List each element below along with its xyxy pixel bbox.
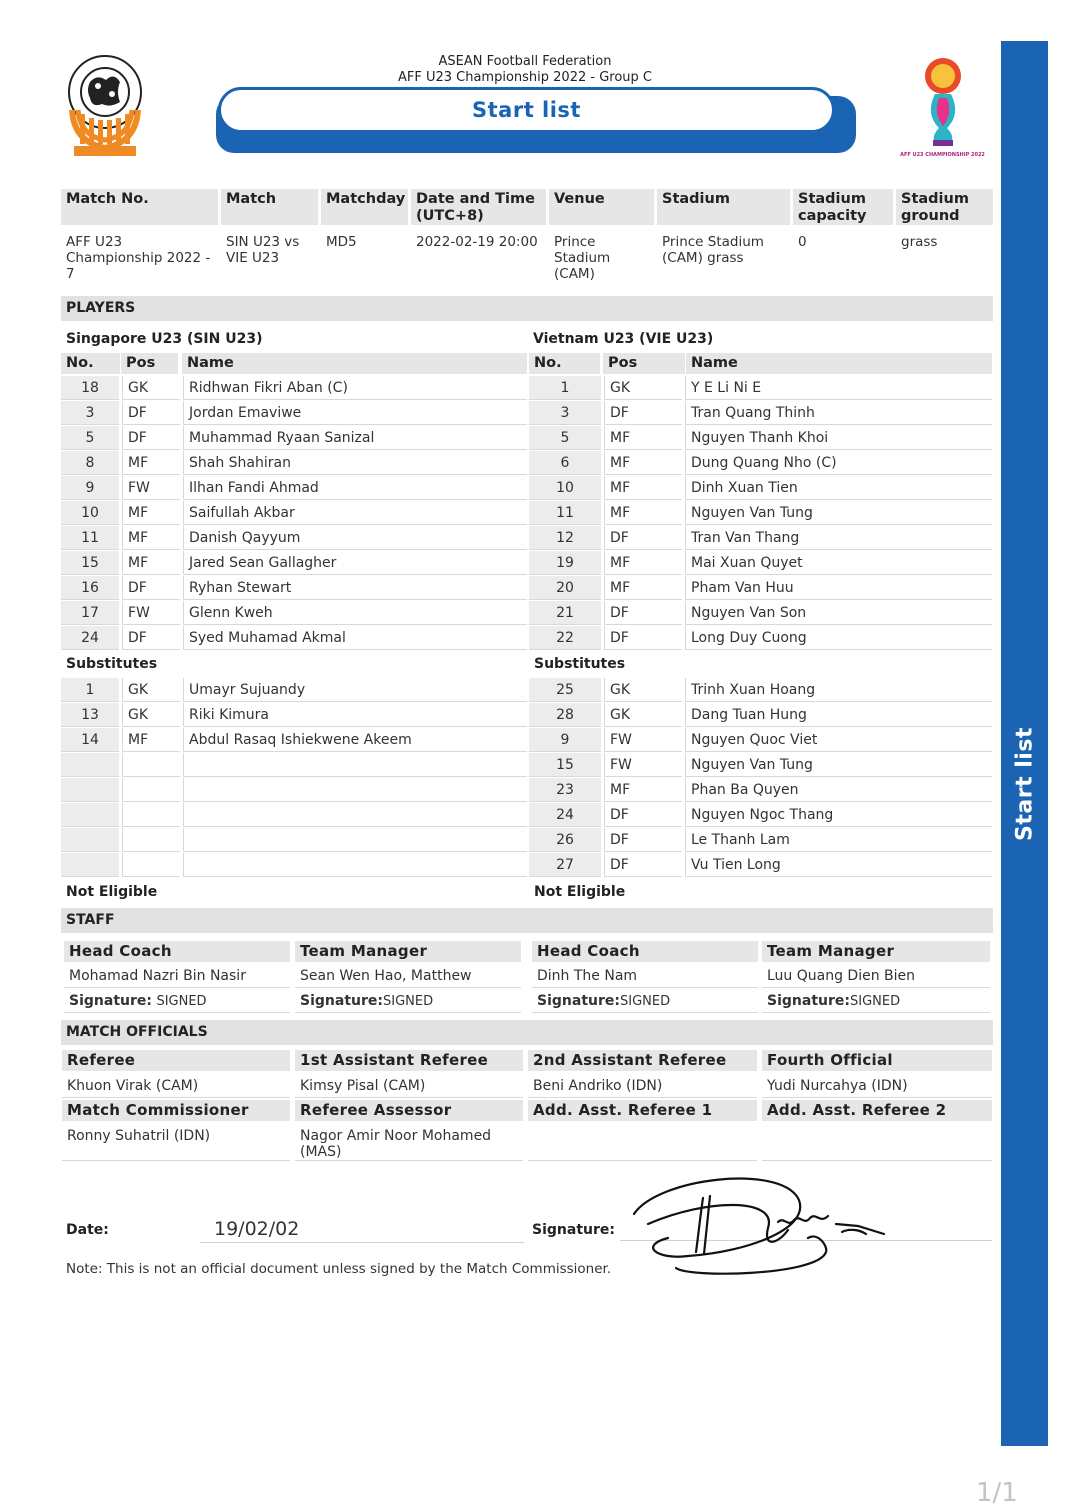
- player-row: [61, 803, 527, 827]
- player-row: [529, 703, 992, 727]
- date-underline: [200, 1242, 524, 1243]
- player-position: DF: [604, 803, 682, 827]
- official-role-header: 2nd Assistant Referee: [528, 1050, 757, 1071]
- player-name: Umayr Sujuandy: [183, 678, 527, 702]
- player-row: [529, 626, 992, 650]
- player-number: 10: [61, 501, 119, 525]
- player-name: Dang Tuan Hung: [685, 703, 992, 727]
- player-row: [529, 376, 992, 400]
- player-row: [61, 426, 527, 450]
- player-number: 11: [529, 501, 601, 525]
- player-position: DF: [122, 626, 180, 650]
- player-col-header-pos: Pos: [603, 353, 685, 374]
- away-coach-signature: [532, 989, 758, 1013]
- player-number: 1: [61, 678, 119, 702]
- match-info-value: grass: [901, 234, 938, 250]
- official-name: [528, 1124, 757, 1161]
- signature-label: Signature:: [537, 993, 620, 1009]
- match-info-header: Stadium capacity: [793, 189, 893, 225]
- match-info-value: Prince Stadium (CAM) grass: [662, 234, 764, 266]
- commissioner-signature-image: [628, 1168, 898, 1280]
- player-name: Abdul Rasaq Ishiekwene Akeem: [183, 728, 527, 752]
- signature-label: Signature:: [69, 993, 152, 1009]
- match-info-header: Match: [221, 189, 318, 225]
- player-number: [61, 753, 119, 777]
- player-name: [183, 803, 527, 827]
- player-row: [529, 753, 992, 777]
- player-number: 5: [61, 426, 119, 450]
- match-info-value: AFF U23 Championship 2022 - 7: [66, 234, 211, 282]
- player-row: [61, 778, 527, 802]
- player-row: [529, 601, 992, 625]
- player-number: 1: [529, 376, 601, 400]
- match-info-header: Match No.: [61, 189, 218, 225]
- player-position: DF: [604, 526, 682, 550]
- player-name: [183, 828, 527, 852]
- player-row: [61, 626, 527, 650]
- player-number: 12: [529, 526, 601, 550]
- player-col-header-name: Name: [182, 353, 527, 374]
- signature-label: Signature:: [300, 993, 383, 1009]
- player-row: [61, 601, 527, 625]
- player-name: Y E Li Ni E: [685, 376, 992, 400]
- away-team-manager-header: Team Manager: [762, 941, 990, 962]
- player-row: [529, 451, 992, 475]
- player-name: Syed Muhamad Akmal: [183, 626, 527, 650]
- player-name: Nguyen Thanh Khoi: [685, 426, 992, 450]
- home-manager-signature: [295, 989, 521, 1013]
- officials-label: MATCH OFFICIALS: [66, 1024, 208, 1040]
- player-row: [61, 476, 527, 500]
- player-name: Vu Tien Long: [685, 853, 992, 877]
- officials-section-bar: [61, 1020, 993, 1045]
- match-info-value: SIN U23 vs VIE U23: [226, 234, 300, 266]
- match-info-value: MD5: [326, 234, 357, 250]
- player-number: 19: [529, 551, 601, 575]
- player-row: [61, 526, 527, 550]
- player-position: DF: [122, 401, 180, 425]
- signature-status: SIGNED: [156, 994, 207, 1009]
- player-position: [122, 803, 180, 827]
- player-number: 9: [529, 728, 601, 752]
- player-col-header-no: No.: [529, 353, 600, 374]
- player-row: [529, 728, 992, 752]
- player-number: [61, 803, 119, 827]
- disclaimer-note: Note: This is not an official document unless signed by the Match Commissioner.: [66, 1261, 612, 1277]
- player-name: Tran Quang Thinh: [685, 401, 992, 425]
- player-position: MF: [122, 728, 180, 752]
- player-name: Nguyen Van Son: [685, 601, 992, 625]
- signature-status: SIGNED: [619, 994, 671, 1009]
- signature-status: SIGNED: [382, 994, 434, 1009]
- away-substitutes-label: Substitutes: [534, 656, 626, 672]
- player-name: [183, 778, 527, 802]
- player-row: [61, 576, 527, 600]
- player-position: GK: [604, 376, 682, 400]
- player-name: Dung Quang Nho (C): [685, 451, 992, 475]
- player-position: DF: [604, 401, 682, 425]
- away-manager-signature: [762, 989, 990, 1013]
- player-row: [61, 376, 527, 400]
- player-row: [61, 401, 527, 425]
- official-role-header: Add. Asst. Referee 1: [528, 1100, 757, 1121]
- player-number: 21: [529, 601, 601, 625]
- federation-name: ASEAN Football Federation: [438, 54, 612, 69]
- home-not-eligible-label: Not Eligible: [66, 884, 158, 900]
- away-not-eligible-label: Not Eligible: [534, 884, 626, 900]
- official-name: Ronny Suhatril (IDN): [62, 1124, 290, 1161]
- player-row: [61, 853, 527, 877]
- signature-label: Signature:: [767, 993, 850, 1009]
- signature-label: Signature:: [532, 1222, 615, 1238]
- player-row: [529, 551, 992, 575]
- player-position: MF: [122, 501, 180, 525]
- official-role-header: 1st Assistant Referee: [295, 1050, 523, 1071]
- player-name: Phan Ba Quyen: [685, 778, 992, 802]
- player-name: Ryhan Stewart: [183, 576, 527, 600]
- player-position: MF: [604, 501, 682, 525]
- player-position: FW: [604, 753, 682, 777]
- player-number: [61, 828, 119, 852]
- player-row: [61, 753, 527, 777]
- player-row: [529, 778, 992, 802]
- player-number: 11: [61, 526, 119, 550]
- player-position: MF: [122, 551, 180, 575]
- player-position: MF: [604, 476, 682, 500]
- player-row: [529, 803, 992, 827]
- player-row: [529, 678, 992, 702]
- player-position: DF: [122, 426, 180, 450]
- signature-status: SIGNED: [849, 994, 901, 1009]
- player-name: Riki Kimura: [183, 703, 527, 727]
- player-number: 23: [529, 778, 601, 802]
- player-name: Mai Xuan Quyet: [685, 551, 992, 575]
- date-label: Date:: [66, 1222, 109, 1238]
- away-head-coach-name: Dinh The Nam: [532, 964, 758, 988]
- player-name: Nguyen Van Tung: [685, 501, 992, 525]
- match-info-header: Date and Time (UTC+8): [411, 189, 546, 225]
- player-number: 24: [61, 626, 119, 650]
- player-row: [61, 728, 527, 752]
- official-name: [762, 1124, 992, 1161]
- date-value: 19/02/02: [214, 1218, 300, 1240]
- player-number: 22: [529, 626, 601, 650]
- official-role-header: Match Commissioner: [62, 1100, 290, 1121]
- player-number: 26: [529, 828, 601, 852]
- player-row: [529, 526, 992, 550]
- player-number: 16: [61, 576, 119, 600]
- player-row: [61, 501, 527, 525]
- player-number: 5: [529, 426, 601, 450]
- player-name: Nguyen Van Tung: [685, 753, 992, 777]
- player-number: 6: [529, 451, 601, 475]
- player-position: [122, 853, 180, 877]
- sidebar-label: Start list: [1012, 727, 1037, 841]
- match-info-header: Stadium ground: [896, 189, 993, 225]
- player-position: MF: [122, 526, 180, 550]
- match-info-value: Prince Stadium (CAM): [554, 234, 611, 282]
- player-row: [529, 426, 992, 450]
- page-indicator: 1/1: [976, 1478, 1018, 1508]
- player-position: MF: [122, 451, 180, 475]
- player-number: [61, 778, 119, 802]
- player-position: [122, 828, 180, 852]
- player-number: [61, 853, 119, 877]
- player-number: 10: [529, 476, 601, 500]
- staff-section-bar: [61, 908, 993, 933]
- player-name: Nguyen Ngoc Thang: [685, 803, 992, 827]
- players-label: PLAYERS: [66, 300, 136, 316]
- official-role-header: Add. Asst. Referee 2: [762, 1100, 992, 1121]
- match-info-value: 2022-02-19 20:00: [416, 234, 538, 250]
- player-name: Ridhwan Fikri Aban (C): [183, 376, 527, 400]
- player-position: GK: [604, 703, 682, 727]
- player-number: 15: [61, 551, 119, 575]
- player-name: Dinh Xuan Tien: [685, 476, 992, 500]
- player-name: Danish Qayyum: [183, 526, 527, 550]
- page-title: Start list: [472, 98, 581, 122]
- players-section-bar: [61, 296, 993, 321]
- home-head-coach-name: Mohamad Nazri Bin Nasir: [64, 964, 290, 988]
- title-banner: [218, 87, 835, 133]
- player-row: [529, 828, 992, 852]
- player-name: Glenn Kweh: [183, 601, 527, 625]
- player-position: GK: [604, 678, 682, 702]
- official-name: Kimsy Pisal (CAM): [295, 1074, 523, 1098]
- player-number: 18: [61, 376, 119, 400]
- player-row: [61, 828, 527, 852]
- match-info-header: Venue: [549, 189, 654, 225]
- staff-label: STAFF: [66, 912, 115, 928]
- player-position: FW: [604, 728, 682, 752]
- player-position: MF: [604, 551, 682, 575]
- player-position: DF: [122, 576, 180, 600]
- player-position: MF: [604, 451, 682, 475]
- sidebar-band: [1001, 41, 1048, 1446]
- player-position: DF: [604, 828, 682, 852]
- player-number: 3: [529, 401, 601, 425]
- player-row: [529, 401, 992, 425]
- away-team-manager-name: Luu Quang Dien Bien: [762, 964, 990, 988]
- player-position: MF: [604, 778, 682, 802]
- away-team-title: Vietnam U23 (VIE U23): [533, 331, 714, 347]
- player-row: [61, 451, 527, 475]
- player-position: GK: [122, 703, 180, 727]
- player-name: Shah Shahiran: [183, 451, 527, 475]
- official-role-header: Referee Assessor: [295, 1100, 523, 1121]
- championship-trophy-logo: [895, 54, 990, 162]
- player-number: 9: [61, 476, 119, 500]
- player-name: Ilhan Fandi Ahmad: [183, 476, 527, 500]
- player-number: 24: [529, 803, 601, 827]
- player-col-header-name: Name: [686, 353, 992, 374]
- home-head-coach-header: Head Coach: [64, 941, 290, 962]
- player-row: [529, 501, 992, 525]
- player-position: DF: [604, 601, 682, 625]
- player-number: 17: [61, 601, 119, 625]
- player-position: DF: [604, 626, 682, 650]
- player-name: Muhammad Ryaan Sanizal: [183, 426, 527, 450]
- official-role-header: Fourth Official: [762, 1050, 992, 1071]
- player-position: GK: [122, 678, 180, 702]
- official-name: Yudi Nurcahya (IDN): [762, 1074, 992, 1098]
- player-name: Pham Van Huu: [685, 576, 992, 600]
- player-position: GK: [122, 376, 180, 400]
- match-info-value: 0: [798, 234, 807, 250]
- championship-logo-caption: AFF U23 CHAMPIONSHIP 2022: [900, 152, 985, 158]
- player-name: Jared Sean Gallagher: [183, 551, 527, 575]
- player-row: [529, 576, 992, 600]
- player-position: FW: [122, 601, 180, 625]
- player-name: [183, 753, 527, 777]
- player-name: Tran Van Thang: [685, 526, 992, 550]
- player-number: 20: [529, 576, 601, 600]
- player-position: [122, 753, 180, 777]
- home-team-title: Singapore U23 (SIN U23): [66, 331, 263, 347]
- home-team-manager-name: Sean Wen Hao, Matthew: [295, 964, 521, 988]
- home-substitutes-label: Substitutes: [66, 656, 158, 672]
- player-number: 8: [61, 451, 119, 475]
- player-number: 15: [529, 753, 601, 777]
- player-row: [529, 476, 992, 500]
- home-coach-signature: [64, 989, 290, 1013]
- home-team-manager-header: Team Manager: [295, 941, 521, 962]
- player-row: [61, 551, 527, 575]
- player-number: 28: [529, 703, 601, 727]
- official-name: Nagor Amir Noor Mohamed (MAS): [295, 1124, 523, 1161]
- player-col-header-pos: Pos: [121, 353, 178, 374]
- player-position: [122, 778, 180, 802]
- player-number: 13: [61, 703, 119, 727]
- player-position: DF: [604, 853, 682, 877]
- player-row: [61, 678, 527, 702]
- match-info-header: Matchday: [321, 189, 408, 225]
- player-col-header-no: No.: [61, 353, 120, 374]
- official-name: Beni Andriko (IDN): [528, 1074, 757, 1098]
- match-info-header: Stadium: [657, 189, 790, 225]
- player-name: [183, 853, 527, 877]
- player-name: Trinh Xuan Hoang: [685, 678, 992, 702]
- player-row: [529, 853, 992, 877]
- player-position: FW: [122, 476, 180, 500]
- official-name: Khuon Virak (CAM): [62, 1074, 290, 1098]
- player-name: Long Duy Cuong: [685, 626, 992, 650]
- competition-name: AFF U23 Championship 2022 - Group C: [397, 70, 652, 85]
- player-number: 3: [61, 401, 119, 425]
- official-role-header: Referee: [62, 1050, 290, 1071]
- asean-federation-logo: [62, 52, 148, 160]
- away-head-coach-header: Head Coach: [532, 941, 758, 962]
- player-position: MF: [604, 426, 682, 450]
- player-number: 27: [529, 853, 601, 877]
- player-number: 14: [61, 728, 119, 752]
- player-name: Saifullah Akbar: [183, 501, 527, 525]
- player-name: Jordan Emaviwe: [183, 401, 527, 425]
- player-name: Nguyen Quoc Viet: [685, 728, 992, 752]
- player-name: Le Thanh Lam: [685, 828, 992, 852]
- player-row: [61, 703, 527, 727]
- player-position: MF: [604, 576, 682, 600]
- player-number: 25: [529, 678, 601, 702]
